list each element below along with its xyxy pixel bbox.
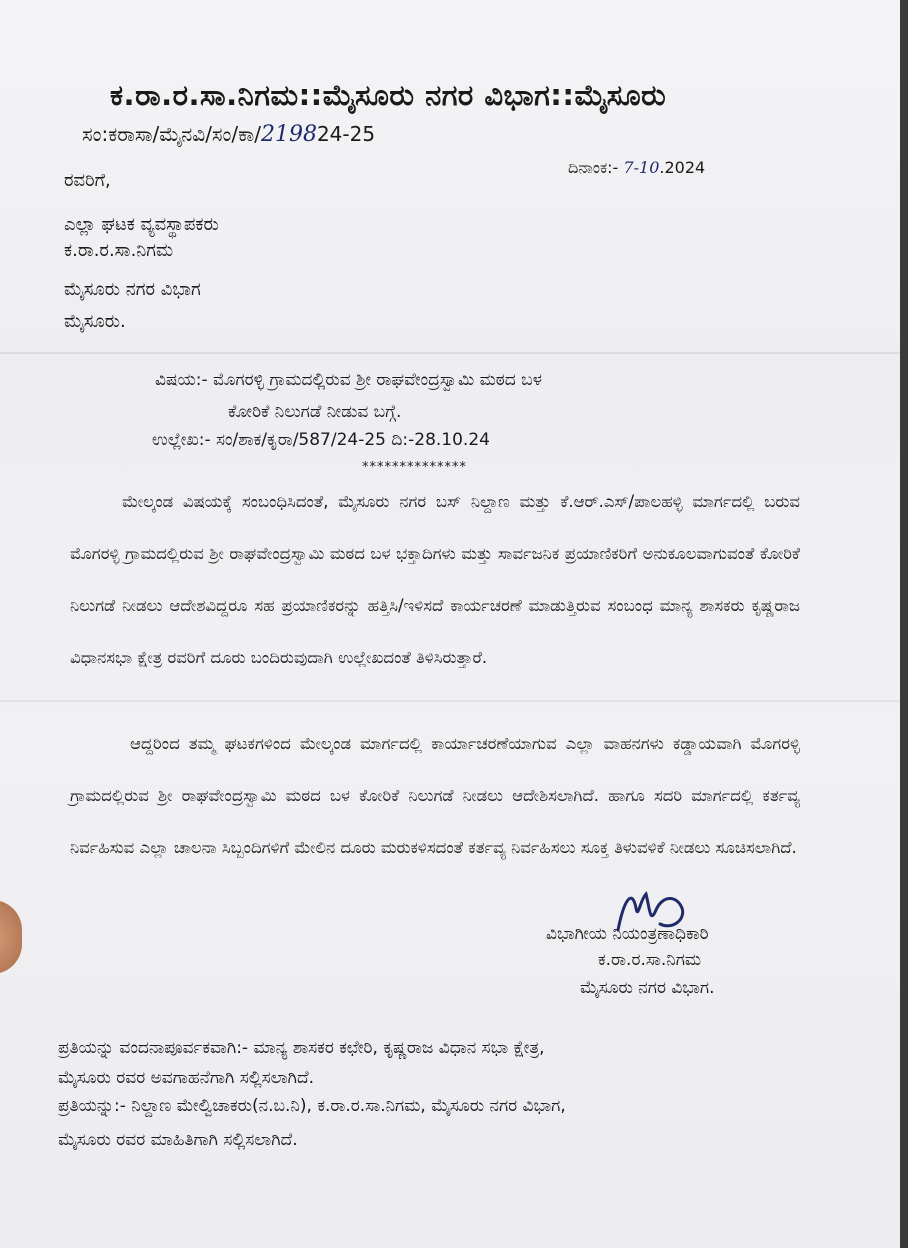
addressee-line: ಮೈಸೂರು ನಗರ ವಿಭಾಗ [64, 279, 201, 300]
addressee-line: ರವರಿಗೆ, [64, 170, 111, 191]
signatory-title: ವಿಭಾಗೀಯ ನಿಯಂತ್ರಣಾಧಿಕಾರಿ [546, 924, 709, 944]
subject-line: ಕೋರಿಕೆ ನಿಲುಗಡೆ ನೀಡುವ ಬಗ್ಗೆ. [228, 402, 402, 422]
copy-line: ಮೈಸೂರು ರವರ ಮಾಹಿತಿಗಾಗಿ ಸಲ್ಲಿಸಲಾಗಿದೆ. [58, 1130, 298, 1150]
subject-line: ವಿಷಯ:- ಮೊಗರಳ್ಳಿ ಗ್ರಾಮದಲ್ಲಿರುವ ಶ್ರೀ ರಾಘವೇಂದ್ರಸ್ವಾಮಿ ಮಠದ ಬಳ [155, 370, 542, 390]
copy-line: ಪ್ರತಿಯನ್ನು:- ನಿಲ್ದಾಣ ಮೇಲ್ವಿಚಾಕರು(ನ.ಬ.ನಿ), ಕ.ರಾ.ರ.ಸಾ.ನಿಗಮ, ಮೈಸೂರು ನಗರ ವಿಭಾಗ, [58, 1096, 566, 1116]
date-label: ದಿನಾಂಕ:- [568, 158, 624, 177]
addressee-line: ಎಲ್ಲಾ ಘಟಕ ವ್ಯವಸ್ಥಾಪಕರು [64, 214, 219, 235]
copy-line: ಪ್ರತಿಯನ್ನು ವಂದನಾಪೂರ್ವಕವಾಗಿ:- ಮಾನ್ಯ ಶಾಸಕರ ಕಛೇರಿ, ಕೃಷ್ಣರಾಜ ವಿಧಾನ ಸಭಾ ಕ್ಷೇತ್ರ, [58, 1038, 545, 1058]
signatory-division: ಮೈಸೂರು ನಗರ ವಿಭಾಗ. [580, 978, 715, 998]
reference-suffix: 24-25 [316, 122, 376, 146]
paper-fold [0, 700, 900, 702]
date-suffix: .2024 [659, 158, 706, 177]
reference-line: ಉಲ್ಲೇಖ:- ಸಂ/ಶಾಕ/ಕೃರಾ/587/24-25 ದಿ:-28.10.24 [152, 430, 490, 450]
separator: ************** [362, 460, 467, 475]
addressee-line: ಮೈಸೂರು. [64, 311, 126, 332]
letterhead-title: ಕ.ರಾ.ರ.ಸಾ.ನಿಗಮ::ಮೈಸೂರು ನಗರ ವಿಭಾಗ::ಮೈಸೂರು [110, 78, 667, 112]
signatory-org: ಕ.ರಾ.ರ.ಸಾ.ನಿಗಮ [598, 950, 702, 970]
body-paragraph: ಮೇಲ್ಕಂಡ ವಿಷಯಕ್ಕೆ ಸಂಬಂಧಿಸಿದಂತೆ, ಮೈಸೂರು ನಗರ ಬಸ್ ನಿಲ್ದಾಣ ಮತ್ತು ಕೆ.ಆರ್.ಎಸ್/ಪಾಲಹಳ್ಳಿ ಮಾರ್ಗದಲ್ಲಿ ಬರುವ ಮೊಗರಳ್ಳಿ ಗ್ರಾಮದಲ್ಲಿರುವ ಶ್ರೀ ರಾಘವೇಂದ್ರಸ್ವಾಮಿ ಮಠದ ಬಳ ಭಕ್ತಾದಿಗಳು ಮತ್ತು ಸಾರ್ವಜನಿಕ ಪ್ರಯಾಣಿಕರಿಗೆ ಅನುಕೂಲವಾಗುವಂತೆ ಕೋರಿಕೆ ನಿಲುಗಡೆ ನೀಡಲು ಆದೇಶವಿದ್ದರೂ ಸಹ ಪ್ರಯಾಣಿಕರನ್ನು ಹತ್ತಿಸಿ/ಇಳಿಸದೆ ಕಾರ್ಯಚರಣೆ ಮಾಡುತ್ತಿರುವ ಸಂಬಂಧ ಮಾನ್ಯ ಶಾಸಕರು ಕೃಷ್ಣರಾಜ ವಿಧಾನಸಭಾ ಕ್ಷೇತ್ರ ರವರಿಗೆ ದೂರು ಬಂದಿರುವುದಾಗಿ ಉಲ್ಲೇಖದಂತೆ ತಿಳಿಸಿರುತ್ತಾರೆ. [70, 492, 800, 667]
reference-handwritten-number: 2198 [260, 122, 317, 147]
paper-fold [0, 352, 900, 354]
body-paragraph: ಆದ್ದರಿಂದ ತಮ್ಮ ಘಟಕಗಳಿಂದ ಮೇಲ್ಕಂಡ ಮಾರ್ಗದಲ್ಲಿ ಕಾರ್ಯಾಚರಣೆಯಾಗುವ ಎಲ್ಲಾ ವಾಹನಗಳು ಕಡ್ಡಾಯವಾಗಿ ಮೊಗರಳ್ಳಿ ಗ್ರಾಮದಲ್ಲಿರುವ ಶ್ರೀ ರಾಘವೇಂದ್ರಸ್ವಾಮಿ ಮಠದ ಬಳ ಕೋರಿಕೆ ನಿಲುಗಡೆ ನೀಡಲು ಆದೇಶಿಸಲಾಗಿದೆ. ಹಾಗೂ ಸದರಿ ಮಾರ್ಗದಲ್ಲಿ ಕರ್ತವ್ಯ ನಿರ್ವಹಿಸುವ ಎಲ್ಲಾ ಚಾಲನಾ ಸಿಬ್ಬಂದಿಗಳಿಗೆ ಮೇಲಿನ ದೂರು ಮರುಕಳಿಸದಂತೆ ಕರ್ತವ್ಯ ನಿರ್ವಹಿಸಲು ಸೂಕ್ತ ತಿಳುವಳಿಕೆ ನೀಡಲು ಸೂಚಿಸಲಾಗಿದೆ. [70, 734, 800, 857]
reference-number [82, 122, 375, 147]
letter-date [568, 158, 705, 178]
reference-prefix: ಸಂ:ಕರಾಸಾ/ಮೈನವಿ/ಸಂ/ಕಾ/ [82, 122, 261, 146]
date-handwritten: 7-10 [623, 158, 660, 177]
copy-line: ಮೈಸೂರು ರವರ ಅವಗಾಹನೆಗಾಗಿ ಸಲ್ಲಿಸಲಾಗಿದೆ. [58, 1068, 315, 1088]
addressee-line: ಕ.ರಾ.ರ.ಸಾ.ನಿಗಮ [64, 240, 174, 261]
